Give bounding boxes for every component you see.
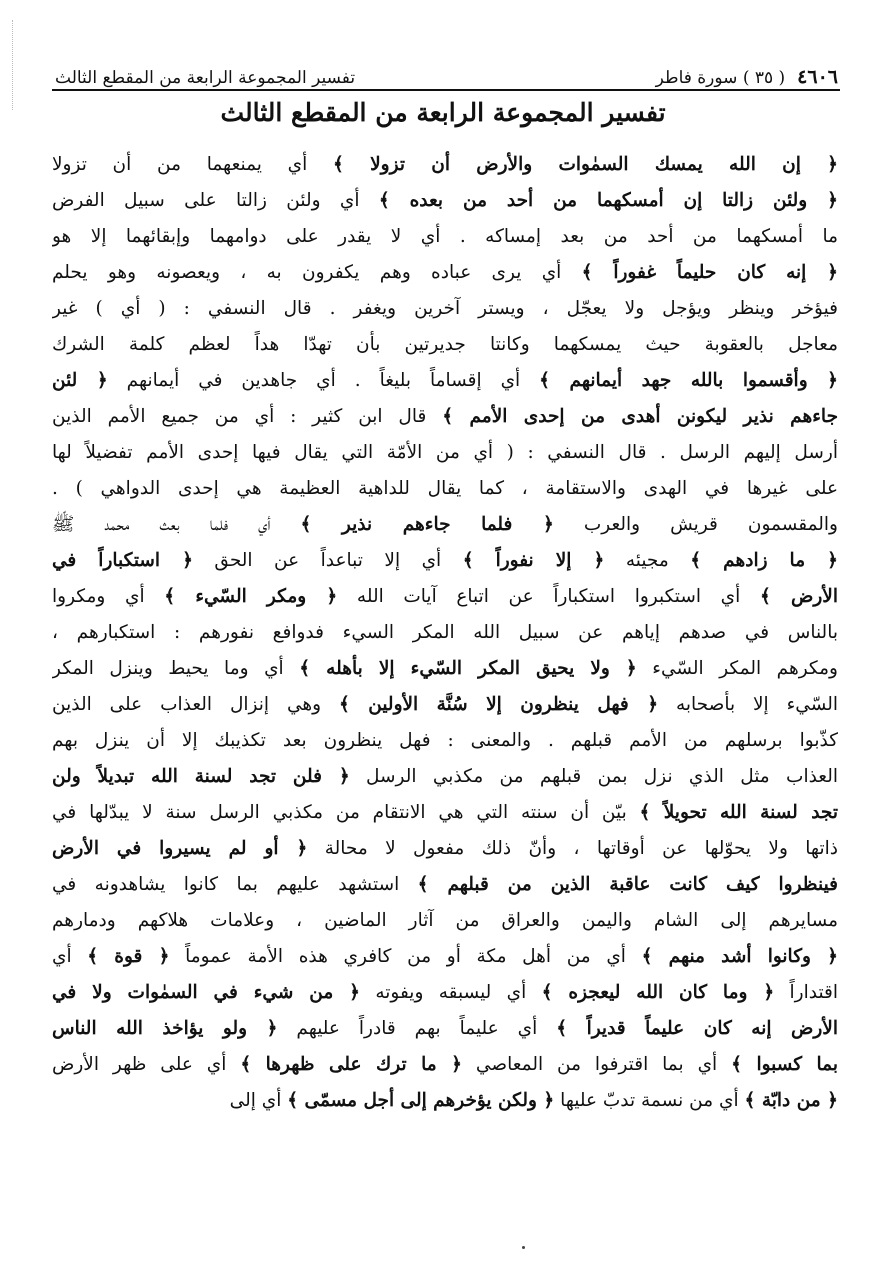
commentary-segment: استشهد عليهم بما كانوا يشاهدونه في <box>52 874 418 895</box>
quran-segment: ﴿ وما كان الله ليعجزه ﴾ <box>541 982 775 1003</box>
commentary-segment: أرسل إليهم الرسل . قال النسفي : ( أي من الأمّة التي يقال فيها إحدى الأمم تفضيلاً لها <box>52 442 838 463</box>
text-line <box>52 327 838 363</box>
text-line <box>52 651 838 687</box>
page-dot <box>522 1246 525 1249</box>
commentary-segment: مسايرهم إلى الشام واليمن والعراق من آثار الماضين ، وعلامات هلاكهم ودمارهم <box>52 910 838 931</box>
commentary-segment: أي فلما بعث محمد ﷺ <box>52 514 301 535</box>
commentary-segment: فيؤخر وينظر ويؤجل ولا يعجّل ، ويستر آخرين ويغفر . قال النسفي : ( أي ) غير <box>52 298 838 319</box>
quran-segment: تجد لسنة الله تحويلاً ﴾ <box>639 802 838 823</box>
commentary-segment: أي من نسمة تدبّ عليها <box>554 1090 745 1111</box>
commentary-segment: اقتداراً <box>774 982 838 1003</box>
commentary-segment: العذاب مثل الذي نزل بمن قبلهم من مكذبي الرسل <box>349 766 838 787</box>
commentary-segment: أي إلى <box>229 1090 288 1111</box>
commentary-segment: أي إلا تباعداً عن الحق <box>192 550 463 571</box>
text-line <box>52 975 838 1011</box>
text-line <box>52 579 838 615</box>
text-line <box>52 543 838 579</box>
quran-segment: ﴿ قوة ﴾ <box>87 946 170 967</box>
commentary-segment: أي استكبروا استكباراً عن اتباع آيات الله <box>337 586 760 607</box>
text-line <box>52 435 838 471</box>
commentary-segment: أي على ظهر الأرض <box>52 1054 241 1075</box>
text-line <box>52 1047 838 1083</box>
text-line <box>52 723 838 759</box>
commentary-segment: السّيء إلا بأصحابه <box>658 694 838 715</box>
quran-segment: ﴿ من دابّة ﴾ <box>744 1090 838 1111</box>
quran-segment: ﴿ إلا نفوراً ﴾ <box>462 550 605 571</box>
text-line <box>52 759 838 795</box>
page-header <box>55 48 838 92</box>
commentary-segment: أي ومكروا <box>52 586 165 607</box>
text-line <box>52 687 838 723</box>
text-line <box>52 939 838 975</box>
text-line <box>52 867 838 903</box>
quran-segment: ﴿ ما زادهم ﴾ <box>690 550 838 571</box>
text-line <box>52 1083 838 1119</box>
commentary-segment: أي بما اقترفوا من المعاصي <box>462 1054 732 1075</box>
quran-segment: ﴿ ما ترك على ظهرها ﴾ <box>240 1054 463 1075</box>
text-line <box>52 615 838 651</box>
commentary-segment: أي وما يحيط وينزل المكر <box>52 658 300 679</box>
quran-segment: جاءهم نذير ليكونن أهدى من إحدى الأمم ﴾ <box>442 406 838 427</box>
commentary-segment: أي عليماً بهم قادراً عليهم <box>277 1018 557 1039</box>
commentary-segment: أي إقساماً بليغاً . أي جاهدين في أيمانهم <box>107 370 540 391</box>
commentary-segment: والمقسمون قريش والعرب <box>553 514 838 535</box>
quran-segment: ﴿ وأقسموا بالله جهد أيمانهم ﴾ <box>539 370 838 391</box>
commentary-segment: أي <box>52 946 88 967</box>
commentary-segment: ما أمسكهما من أحد من بعد إمساكه . أي لا يقدر على دوامهما وإبقائهما إلا هو <box>52 226 838 247</box>
commentary-segment: كذّبوا برسلهم من الأمم قبلهم . والمعنى : فهل ينظرون بعد تكذيبك إلا أن ينزل بهم <box>52 730 838 751</box>
commentary-segment: بيّن أن سنته التي هي الانتقام من مكذبي الرسل سنة لا يبدّلها في <box>52 802 640 823</box>
text-line <box>52 507 838 543</box>
quran-segment: ﴿ فلن تجد لسنة الله تبديلاً ولن <box>52 766 350 787</box>
quran-segment: ﴿ إنه كان حليماً غفوراً ﴾ <box>581 262 838 283</box>
text-line <box>52 471 838 507</box>
commentary-segment: أي من أهل مكة أو من كافري هذه الأمة عموماً <box>169 946 642 967</box>
header-rule <box>52 89 840 91</box>
quran-segment: ﴿ فهل ينظرون إلا سُنَّة الأولين ﴾ <box>338 694 659 715</box>
running-title: تفسير المجموعة الرابعة من المقطع الثالث <box>55 68 356 88</box>
quran-segment: ﴿ ولو يؤاخذ الله الناس <box>52 1018 278 1039</box>
commentary-segment: على غيرها في الهدى والاستقامة ، كما يقال للداهية العظيمة هي إحدى الدواهي ) . <box>52 478 838 499</box>
text-line <box>52 291 838 327</box>
text-line <box>52 219 838 255</box>
commentary-segment: قال ابن كثير : أي من جميع الأمم الذين <box>52 406 443 427</box>
commentary-segment: أي ولئن زالتا على سبيل الفرض <box>52 190 379 211</box>
quran-segment: ﴿ من شيء في السمٰوات ولا في <box>52 982 360 1003</box>
section-title: تفسير المجموعة الرابعة من المقطع الثالث <box>220 98 666 127</box>
commentary-segment: أي ليسبقه ويفوته <box>359 982 542 1003</box>
text-line <box>52 147 838 183</box>
commentary-segment: وهي إنزال العذاب على الذين <box>52 694 339 715</box>
quran-segment: الأرض ﴾ <box>759 586 838 607</box>
text-line <box>52 363 838 399</box>
text-line <box>52 1011 838 1047</box>
margin-mark <box>12 20 19 110</box>
text-line <box>52 183 838 219</box>
quran-segment: ﴿ إن الله يمسك السمٰوات والأرض أن تزولا ﴾ <box>333 154 838 175</box>
commentary-segment: ومكرهم المكر السّيء <box>636 658 838 679</box>
quran-segment: ﴿ لئن <box>52 370 108 391</box>
text-line <box>52 831 838 867</box>
commentary-segment: ذاتها ولا يحوّلها عن أوقاتها ، وأنّ ذلك مفعول لا محالة <box>307 838 838 859</box>
quran-segment: ﴿ وكانوا أشد منهم ﴾ <box>641 946 838 967</box>
header-left-group <box>656 66 838 88</box>
text-line <box>52 399 838 435</box>
quran-segment: ﴿ ولا يحيق المكر السّيء إلا بأهله ﴾ <box>299 658 637 679</box>
text-line <box>52 903 838 939</box>
commentary-segment: أي يرى عباده وهم يكفرون به ، ويعصونه وهو يحلم <box>52 262 582 283</box>
quran-segment: ﴿ ولئن زالتا إن أمسكهما من أحد من بعده ﴾ <box>378 190 838 211</box>
quran-segment: الأرض إنه كان عليماً قديراً ﴾ <box>556 1018 838 1039</box>
quran-segment: ﴿ فلما جاءهم نذير ﴾ <box>300 514 554 535</box>
text-line <box>52 795 838 831</box>
commentary-segment: معاجل بالعقوبة حيث يمسكهما وكانتا جديرتين بأن تهدّا هداً لعظم كلمة الشرك <box>52 334 838 355</box>
quran-segment: بما كسبوا ﴾ <box>731 1054 838 1075</box>
commentary-segment: أي يمنعهما من أن تزولا <box>52 154 333 175</box>
quran-segment: فينظروا كيف كانت عاقبة الذين من قبلهم ﴾ <box>417 874 838 895</box>
text-line <box>52 255 838 291</box>
tafsir-body <box>52 147 838 1119</box>
commentary-segment: مجيئه <box>604 550 691 571</box>
surah-name: ( ٣٥ ) سورة فاطر <box>655 68 786 88</box>
quran-segment: ﴿ أو لم يسيروا في الأرض <box>52 838 308 859</box>
commentary-segment: بالناس في صدهم إياهم عن سبيل الله المكر السيء فدوافع نفورهم : استكبارهم ، <box>52 622 838 643</box>
quran-segment: ﴿ ومكر السّيء ﴾ <box>164 586 338 607</box>
quran-segment: ﴿ استكباراً في <box>52 550 193 571</box>
quran-segment: ﴿ ولكن يؤخرهم إلى أجل مسمّى ﴾ <box>287 1090 555 1111</box>
page-number: ٤٦٠٦ <box>797 66 838 88</box>
